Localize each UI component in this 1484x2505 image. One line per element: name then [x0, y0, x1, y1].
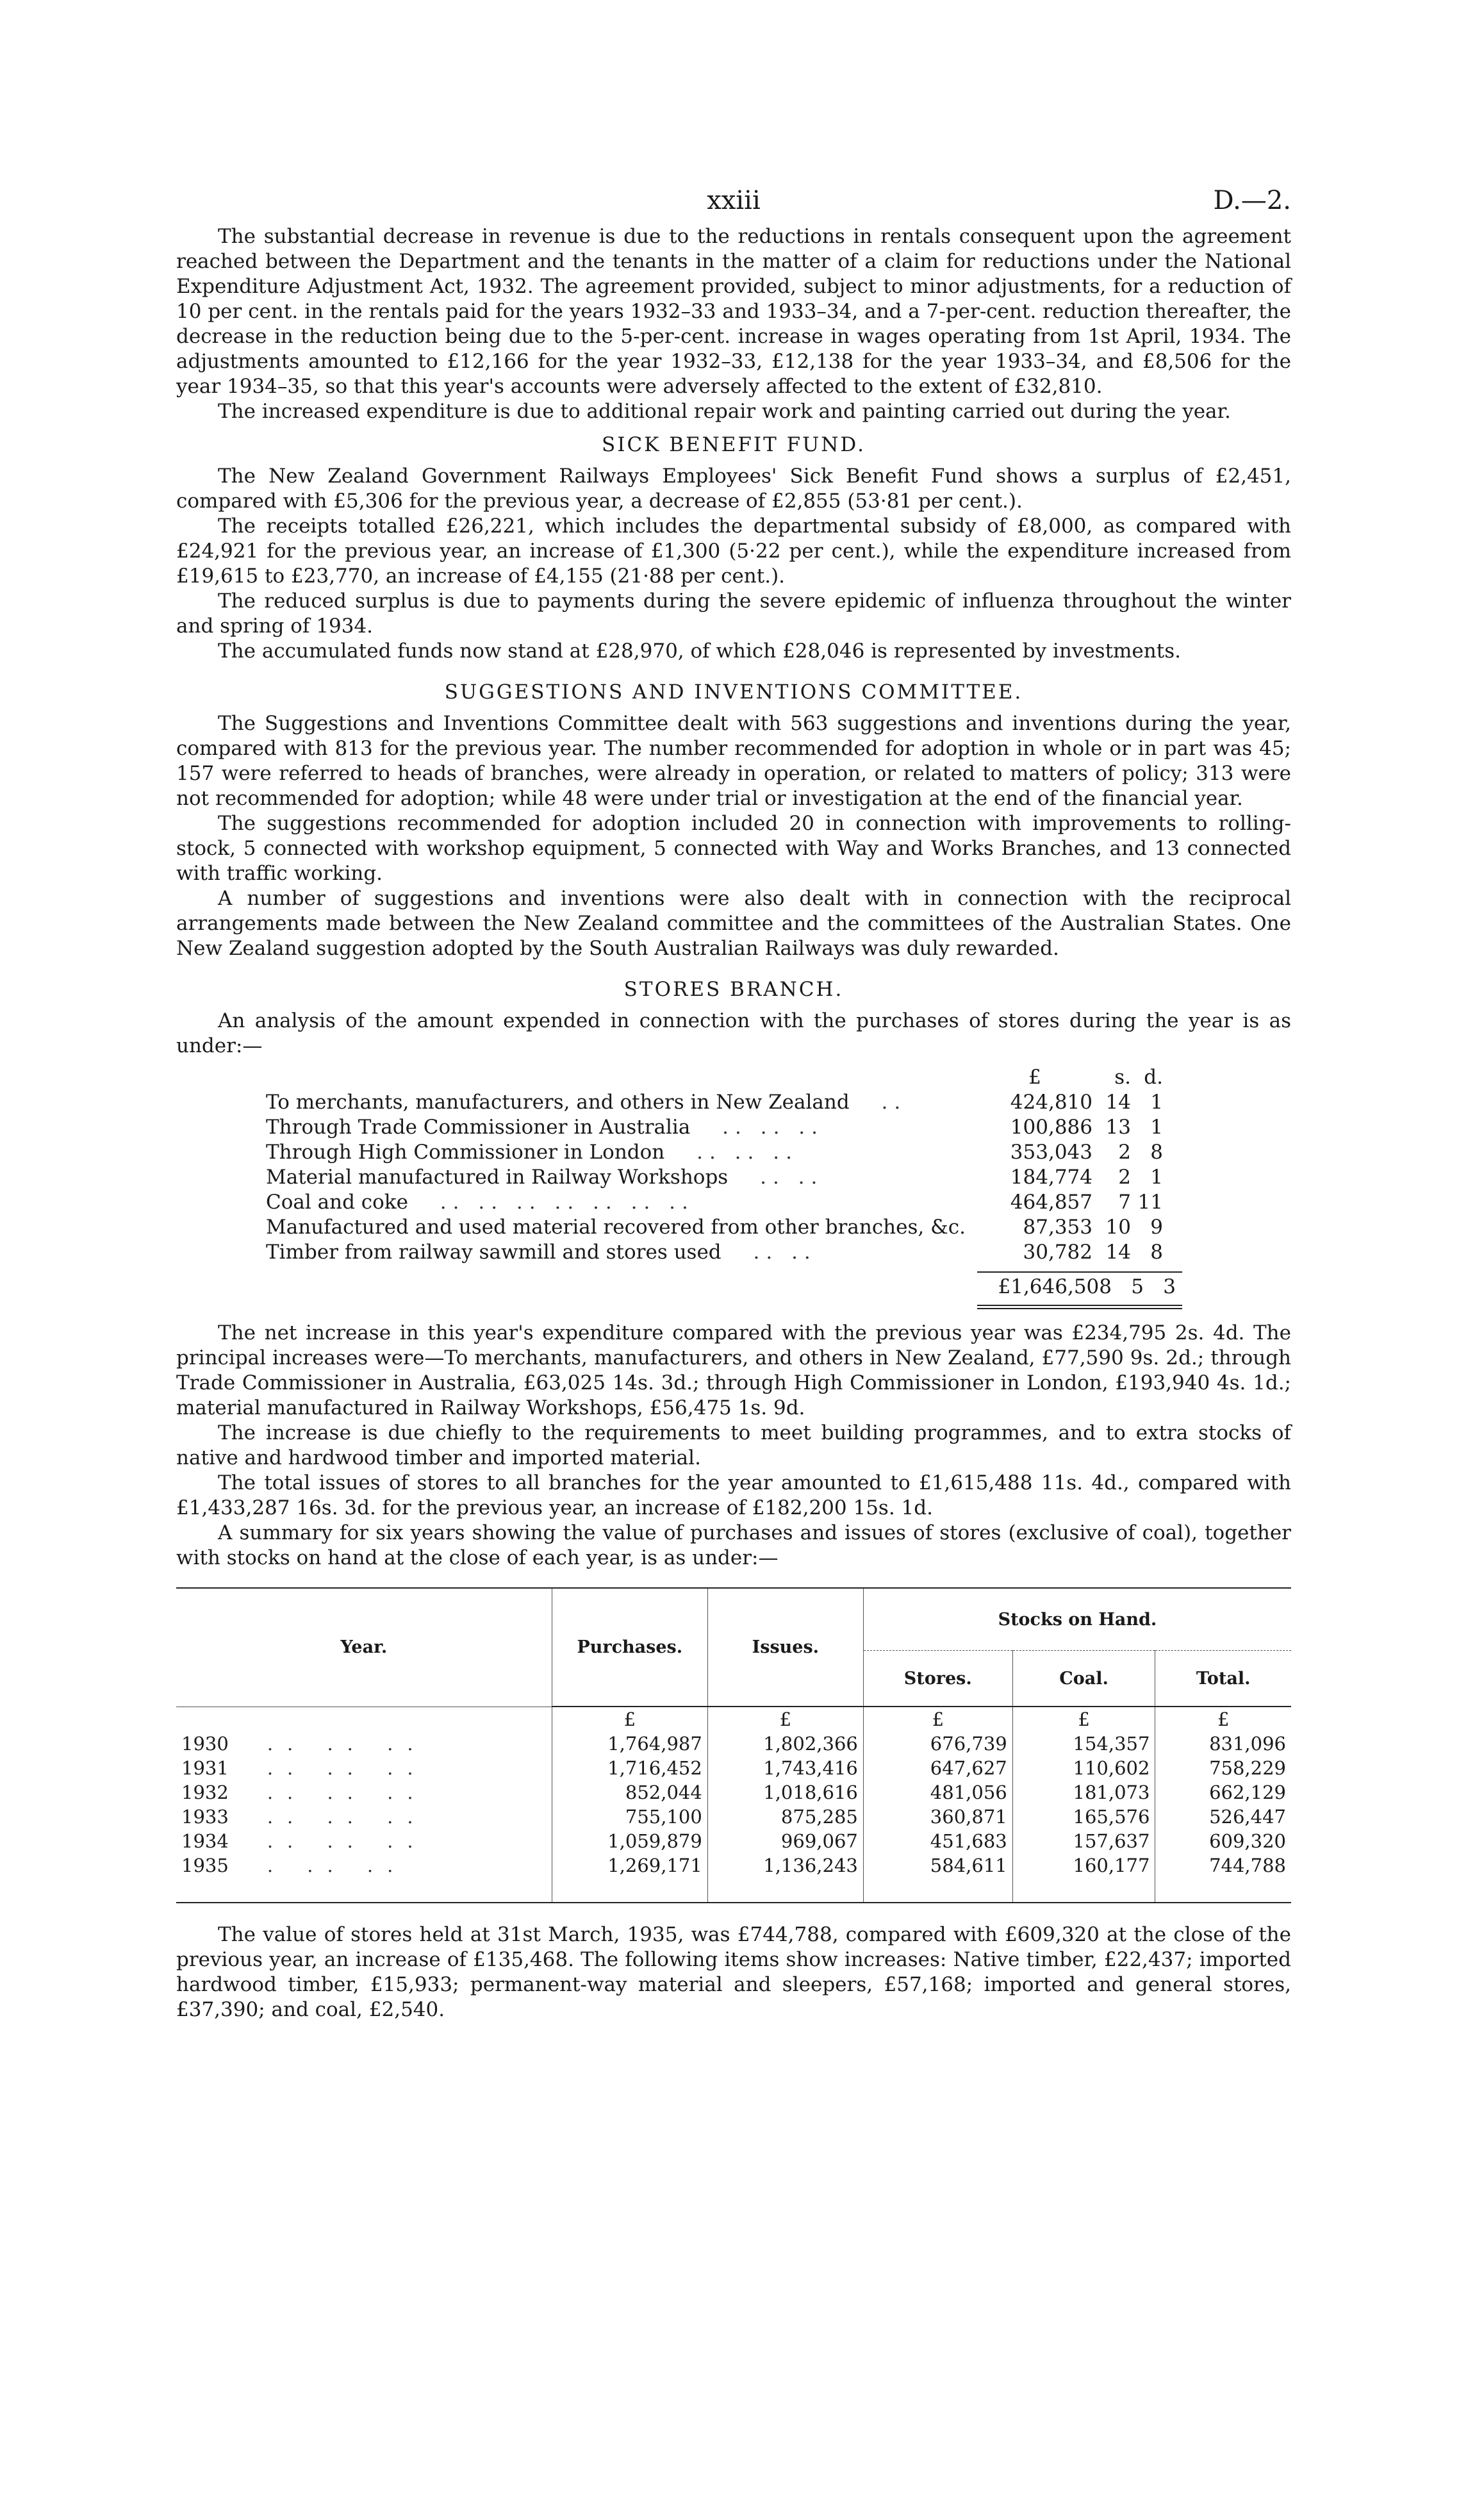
- section-heading-suggestions: SUGGESTIONS AND INVENTIONS COMMITTEE.: [444, 681, 1023, 704]
- list-item: To merchants, manufacturers, and others in New Zealand .. 424,810 14 1: [266, 1091, 1163, 1114]
- total-pounds: £1,646,508: [998, 1275, 1112, 1298]
- header-stocks-on-hand: Stocks on Hand.: [863, 1588, 1291, 1651]
- header-year: Year.: [176, 1588, 552, 1707]
- list-item: Manufactured and used material recovered from other branches, &c. 87,353 10 9: [266, 1216, 1163, 1239]
- paragraph: The receipts totalled £26,221, which includes the departmental subsidy of £8,000, as compared with £24,921 for the previous year, an increase of £1,300 (5·22 per cent.), while the expenditure increased from £19,615 to £23,770, an increase of £4,155 (21·88 per cent.).: [176, 515, 1291, 588]
- stores-expenditure-list: [266, 1065, 1182, 1309]
- currency-row: £ £ £ £ £: [176, 1707, 1291, 1732]
- section-heading-sick-benefit: SICK BENEFIT FUND.: [601, 433, 866, 456]
- paragraph: The value of stores held at 31st March, 1935, was £744,788, compared with £609,320 at the close of the previous year, an increase of £135,468. The following items show increases: Native timber, £22,437; imported hardwood timber, £15,933; permanent-way material and sleepers, £57,168; imported and general stores, £37,390; and coal, £2,540.: [176, 1923, 1291, 2021]
- paragraph: The total issues of stores to all branches for the year amounted to £1,615,488 11s. 4d., compared with £1,433,287 16s. 3d. for the previous year, an increase of £182,200 15s. 1d.: [176, 1471, 1291, 1519]
- list-item: Material manufactured in Railway Workshops .. .. 184,774 2 1: [266, 1166, 1163, 1189]
- table-header-row: [176, 1588, 1291, 1651]
- paragraph: The net increase in this year's expenditure compared with the previous year was £234,795 2s. 4d. The principal increases were—To merchants, manufacturers, and others in New Zealand, £77,590 9s. 2d.; through Trade Commissioner in Australia, £63,025 14s. 3d.; through High Commissioner in London, £193,940 4s. 1d.; material manufactured in Railway Workshops, £56,475 1s. 9d.: [176, 1321, 1291, 1419]
- header-purchases: Purchases.: [552, 1588, 707, 1707]
- list-item: Coal and coke .. .. .. .. .. .. .. 464,857 7 11: [266, 1191, 1163, 1214]
- total-pence: 3: [1163, 1275, 1176, 1298]
- paragraph: The increase is due chiefly to the requirements to meet building programmes, and to extra stocks of native and hardwood timber and imported material.: [176, 1421, 1291, 1469]
- list-item: Through Trade Commissioner in Australia .. .. .. 100,886 13 1: [266, 1116, 1163, 1139]
- document-reference: D.—2.: [1213, 186, 1291, 215]
- pounds-header: £: [1028, 1066, 1041, 1089]
- section-heading-stores: STORES BRANCH.: [623, 978, 844, 1001]
- stores-column-headers: [266, 1065, 1182, 1090]
- paragraph: A summary for six years showing the value of purchases and issues of stores (exclusive of coal), together with stocks on hand at the close of each year, is as under:—: [176, 1521, 1291, 1569]
- paragraph: The suggestions recommended for adoption included 20 in connection with improvements to rolling-stock, 5 connected with workshop equipment, 5 connected with Way and Works Branches, and 13 connected with traffic working.: [176, 812, 1291, 885]
- list-item: Through High Commissioner in London .. .. .. 353,043 2 8: [266, 1141, 1163, 1164]
- header-total: Total.: [1155, 1651, 1291, 1707]
- shillings-header: s.: [1114, 1066, 1131, 1089]
- table-row: 1934 .. .. .. 1,059,879 969,067 451,683 157,637 609,320: [176, 1829, 1291, 1853]
- header-coal: Coal.: [1012, 1651, 1155, 1707]
- paragraph: The increased expenditure is due to additional repair work and painting carried out during the year.: [218, 400, 1231, 423]
- table-row: 1932 .. .. .. 852,044 1,018,616 481,056 181,073 662,129: [176, 1780, 1291, 1805]
- table-row: 1930 .. .. .. 1,764,987 1,802,366 676,739 154,357 831,096: [176, 1732, 1291, 1756]
- paragraph: The accumulated funds now stand at £28,970, of which £28,046 is represented by investments.: [218, 640, 1181, 663]
- list-item: Timber from railway sawmill and stores used .. .. 30,782 14 8: [266, 1241, 1163, 1264]
- table-bottom-rule: [176, 1878, 1291, 1903]
- pence-header: d.: [1144, 1066, 1163, 1089]
- paragraph: The reduced surplus is due to payments during the severe epidemic of influenza throughout the winter and spring of 1934.: [176, 590, 1291, 638]
- header-stores: Stores.: [863, 1651, 1012, 1707]
- paragraph: The Suggestions and Inventions Committee dealt with 563 suggestions and inventions during the year, compared with 813 for the previous year. The number recommended for adoption in whole or in part was 45; 157 were referred to heads of branches, were already in operation, or related to matters of policy; 313 were not recommended for adoption; while 48 were under trial or investigation at the end of the financial year.: [176, 712, 1291, 810]
- table-row: 1935 . .. .. 1,269,171 1,136,243 584,611 160,177 744,788: [176, 1853, 1291, 1878]
- total-shillings: 5: [1131, 1275, 1144, 1298]
- table-row: 1933 .. .. .. 755,100 875,285 360,871 165,576 526,447: [176, 1805, 1291, 1829]
- paragraph: An analysis of the amount expended in connection with the purchases of stores during the year is as under:—: [176, 1009, 1291, 1057]
- table-row: 1931 .. .. .. 1,716,452 1,743,416 647,627 110,602 758,229: [176, 1756, 1291, 1780]
- header-issues: Issues.: [707, 1588, 863, 1707]
- page-header: [176, 186, 1291, 224]
- stores-summary-table: [176, 1587, 1291, 1903]
- paragraph: A number of suggestions and inventions were also dealt with in connection with the reciprocal arrangements made between the New Zealand committee and the committees of the Australian States. One New Zealand suggestion adopted by the South Australian Railways was duly rewarded.: [176, 887, 1291, 960]
- double-rule: [977, 1305, 1182, 1309]
- paragraph: The New Zealand Government Railways Employees' Sick Benefit Fund shows a surplus of £2,451, compared with £5,306 for the previous year, a decrease of £2,855 (53·81 per cent.).: [176, 465, 1291, 513]
- page-number: xxiii: [707, 186, 761, 215]
- paragraph: The substantial decrease in revenue is due to the reductions in rentals consequent upon the agreement reached between the Department and the tenants in the matter of a claim for reductions under the National Expenditure Adjustment Act, 1932. The agreement provided, subject to minor adjustments, for a reduction of 10 per cent. in the rentals paid for the years 1932–33 and 1933–34, and a 7-per-cent. reduction thereafter, the decrease in the reduction being due to the 5-per-cent. increase in wages operating from 1st April, 1934. The adjustments amounted to £12,166 for the year 1932–33, £12,138 for the year 1933–34, and £8,506 for the year 1934–35, so that this year's accounts were adversely affected to the extent of £32,810.: [176, 225, 1291, 398]
- document-page: [176, 186, 1291, 2022]
- stores-total-row: [266, 1273, 1182, 1301]
